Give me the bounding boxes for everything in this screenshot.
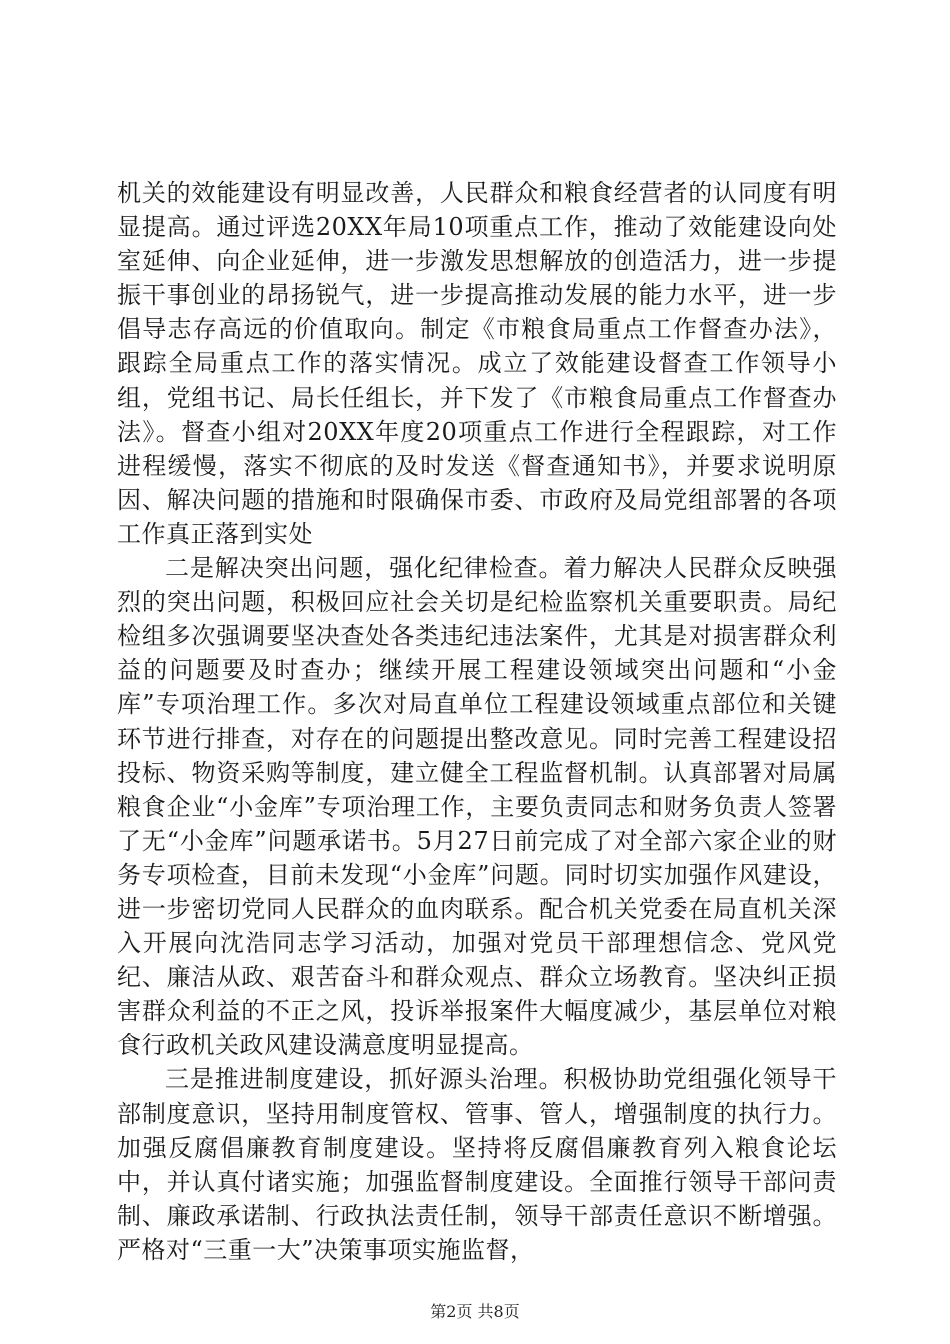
page-number-footer: 第2页 共8页	[430, 1302, 520, 1321]
paragraph-continued: 机关的效能建设有明显改善，人民群众和粮食经营者的认同度有明显提高。通过评选20XX年局10项重点工作，推动了效能建设向处室延伸、向企业延伸，进一步激发思想解放的创造活力，进一步提振干事创业的昂扬锐气，进一步提高推动发展的能力水平，进一步倡导志存高远的价值取向。制定《市粮食局重点工作督查办法》，跟踪全局重点工作的落实情况。成立了效能建设督查工作领导小组，党组书记、局长任组长，并下发了《市粮食局重点工作督查办法》。督查小组对20XX年度20项重点工作进行全程跟踪，对工作进程缓慢，落实不彻底的及时发送《督查通知书》，并要求说明原因、解决问题的措施和时限确保市委、市政府及局党组部署的各项工作真正落到实处	[117, 179, 837, 548]
document-body	[117, 176, 837, 1267]
paragraph-system-building: 三是推进制度建设，抓好源头治理。积极协助党组强化领导干部制度意识，坚持用制度管权、管事、管人，增强制度的执行力。加强反腐倡廉教育制度建设。坚持将反腐倡廉教育列入粮食论坛中，并认真付诸实施；加强监督制度建设。全面推行领导干部问责制、廉政承诺制、行政执法责任制，领导干部责任意识不断增强。严格对“三重一大”决策事项实施监督，	[117, 1065, 837, 1264]
paragraph-discipline-inspection: 二是解决突出问题，强化纪律检查。着力解决人民群众反映强烈的突出问题，积极回应社会关切是纪检监察机关重要职责。局纪检组多次强调要坚决查处各类违纪违法案件，尤其是对损害群众利益的问题要及时查办；继续开展工程建设领域突出问题和“小金库”专项治理工作。多次对局直单位工程建设领域重点部位和关键环节进行排查，对存在的问题提出整改意见。同时完善工程建设招投标、物资采购等制度，建立健全工程监督机制。认真部署对局属粮食企业“小金库”专项治理工作，主要负责同志和财务负责人签署了无“小金库”问题承诺书。5月27日前完成了对全部六家企业的财务专项检查，目前未发现“小金库”问题。同时切实加强作风建设，进一步密切党同人民群众的血肉联系。配合机关党委在局直机关深入开展向沈浩同志学习活动，加强对党员干部理想信念、党风党纪、廉洁从政、艰苦奋斗和群众观点、群众立场教育。坚决纠正损害群众利益的不正之风，投诉举报案件大幅度减少，基层单位对粮食行政机关政风建设满意度明显提高。	[117, 554, 837, 1060]
